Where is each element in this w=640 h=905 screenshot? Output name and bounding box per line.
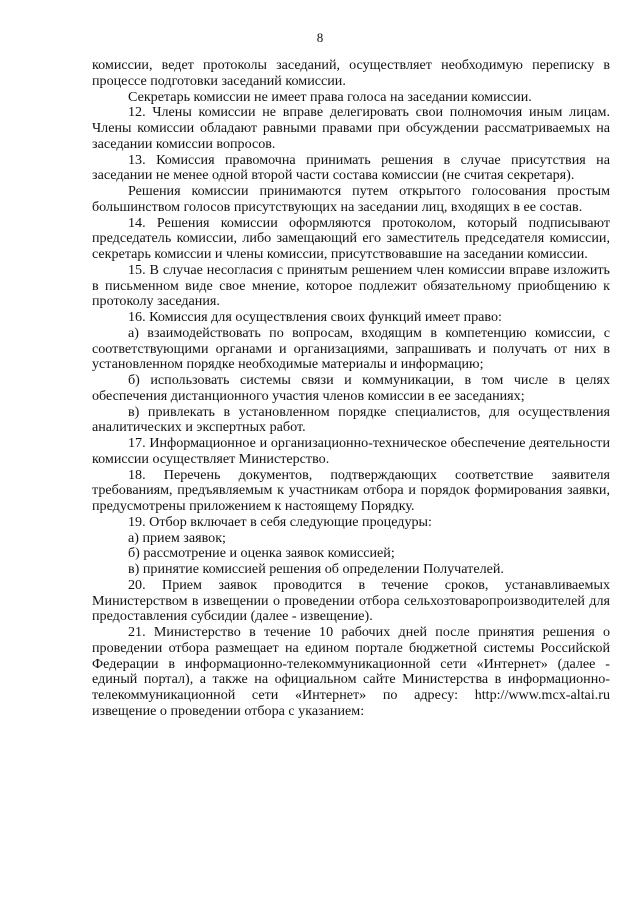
paragraph: 20. Прием заявок проводится в течение сроков, устанавливаемых Министерством в извещении о проведении отбора сельхозтоваропроизводителей для предоставления субсидии (далее - извещение). <box>92 576 610 625</box>
list-item: в) принятие комиссией решения об определении Получателей. <box>128 561 504 577</box>
page-number: 8 <box>316 30 324 45</box>
paragraph: 18. Перечень документов, подтверждающих соответствие заявителя требованиям, предъявляемым к участникам отбора и порядок формирования заявки, предусмотрены приложением к настоящему Порядку. <box>92 466 610 514</box>
paragraph: 16. Комиссия для осуществления своих функций имеет право: <box>128 309 502 325</box>
list-item: б) рассмотрение и оценка заявок комиссией; <box>128 545 395 562</box>
paragraph: 13. Комиссия правомочна принимать решения в случае присутствия на заседании не менее одной второй части состава комиссии (не считая секретаря). <box>92 151 610 184</box>
paragraph: 12. Члены комиссии не вправе делегировать свои полномочия иным лицам. Члены комиссии обладают равными правами при обсуждении рассматриваемых на заседании комиссии вопросов. <box>92 104 610 152</box>
paragraph: 19. Отбор включает в себя следующие процедуры: <box>128 513 432 530</box>
list-item: б) использовать системы связи и коммуникации, в том числе в целях обеспечения дистанционного участия членов комиссии в ее заседаниях; <box>92 372 610 404</box>
paragraph: 17. Информационное и организационно-техническое обеспечение деятельности комиссии осуществляет Министерство. <box>92 435 610 467</box>
list-item: а) взаимодействовать по вопросам, входящим в компетенцию комиссии, с соответствующими органами и организациями, запрашивать и получать от них в установленном порядке необходимые материалы и информацию; <box>92 324 610 373</box>
list-item: в) привлекать в установленном порядке специалистов, для осуществления аналитических и экспертных работ. <box>92 403 610 436</box>
paragraph: 21. Министерство в течение 10 рабочих дней после принятия решения о проведении отбора размещает на едином портале бюджетной системы Российской Федерации в информационно-телекоммуникационной сети «Интернет» (далее - единый портал), а также на официальном сайте Министерства в информационно-телекоммуникационной сети «Интернет» по адресу: http://www.mcx-altai.ru извещение о проведении отбора с указанием: <box>92 624 610 719</box>
paragraph: 15. В случае несогласия с принятым решением член комиссии вправе изложить в письменном виде свое мнение, которое подлежит обязательному приобщению к протоколу заседания. <box>92 261 610 310</box>
paragraph: Решения комиссии принимаются путем открытого голосования простым большинством голосов присутствующих на заседании лиц, входящих в ее состав. <box>92 183 610 215</box>
paragraph: 14. Решения комиссии оформляются протоколом, который подписывают председатель комиссии, либо замещающий его заместитель председателя комиссии, секретарь комиссии и члены комиссии, присутствовавшие на заседании комиссии. <box>92 214 610 262</box>
list-item: а) прием заявок; <box>128 529 226 546</box>
document-body <box>92 58 610 720</box>
paragraph: комиссии, ведет протоколы заседаний, осуществляет необходимую переписку в процессе подготовки заседаний комиссии. <box>92 57 610 89</box>
paragraph: Секретарь комиссии не имеет права голоса на заседании комиссии. <box>128 88 532 105</box>
